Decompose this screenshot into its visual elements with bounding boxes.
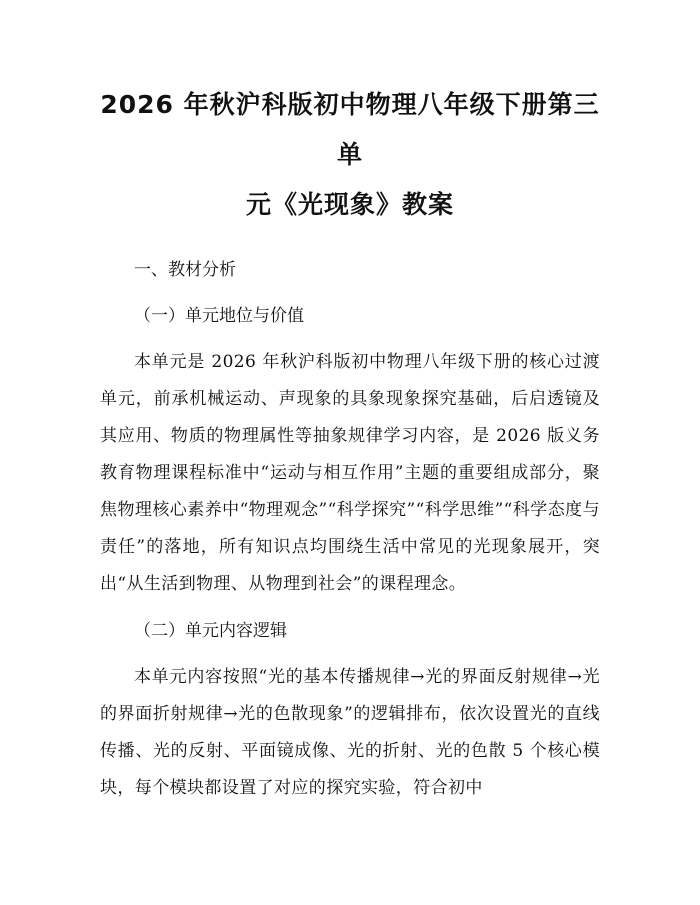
subheading-unit-status: （一）单元地位与价值 (134, 306, 304, 326)
paragraph-unit-status: 本单元是 2026 年秋沪科版初中物理八年级下册的核心过渡单元，前承机械运动、声现象的具象现象探究基础，后启透镜及其应用、物质的物理属性等抽象规律学习内容，是 2026 版义务教育物理课程标准中“运动与相互作用”主题的重要组成部分，聚焦物理核心素养中“物理观念”“科学探究”“科学思维”“科学态度与责任”的落地，所有知识点均围绕生活中常见的光现象展开，突出“从生活到物理、从物理到社会”的课程理念。 (100, 352, 600, 594)
title-line-2: 元《光现象》教案 (245, 190, 454, 219)
subheading-content-logic: （二）单元内容逻辑 (134, 621, 287, 641)
paragraph-content-logic: 本单元内容按照“光的基本传播规律→光的界面反射规律→光的界面折射规律→光的色散现象”的逻辑排布，依次设置光的直线传播、光的反射、平面镜成像、光的折射、光的色散 5 个核心模块，每个模块都设置了对应的探究实验，符合初中 (100, 667, 600, 798)
title-line-1: 2026 年秋沪科版初中物理八年级下册第三单 (100, 90, 600, 169)
section-heading-textbook-analysis: 一、教材分析 (134, 260, 236, 280)
document-title (100, 80, 600, 230)
